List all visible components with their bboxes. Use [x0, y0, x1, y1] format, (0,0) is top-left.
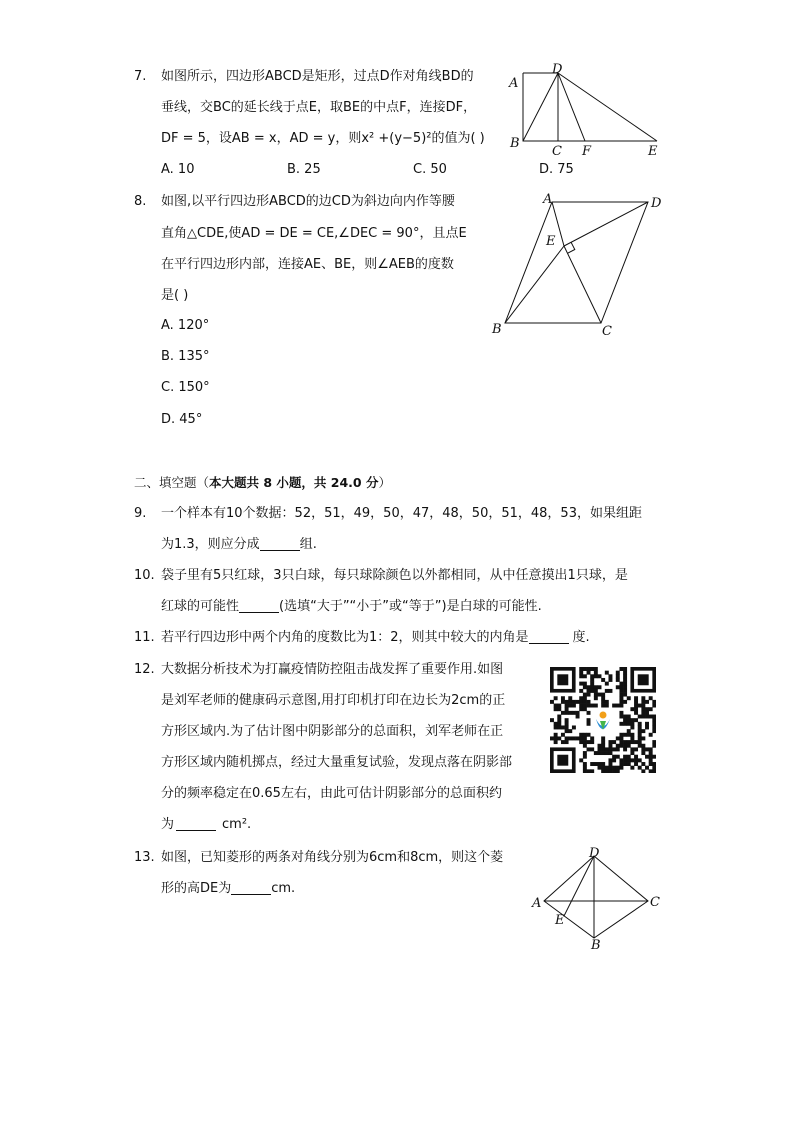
- q12-line-2: 是刘军老师的健康码示意图,用打印机打印在边长为2cm的正: [161, 693, 506, 708]
- q13-figure-rhombus: [528, 845, 666, 955]
- q12-text-a: 为: [161, 817, 175, 832]
- q7-line-2: 垂线，交BC的延长线于点E，取BE的中点F，连接DF，: [161, 100, 477, 115]
- q11-number: 11.: [134, 630, 155, 645]
- q12-text-b: cm².: [222, 817, 252, 832]
- q7-label-a: A: [509, 76, 519, 91]
- q8-option-c[interactable]: C. 150°: [161, 380, 210, 395]
- q13-height-de: [564, 856, 594, 916]
- q7-label-b: B: [510, 136, 520, 151]
- q12-line-4: 方形区域内随机掷点，经过大量重复试验，发现点落在阴影部: [161, 755, 513, 770]
- q7-figure-rectangle: [505, 62, 665, 157]
- q12-answer-blank[interactable]: [176, 816, 216, 831]
- q12-line-5: 分的频率稳定在0.65左右，由此可估计阴影部分的总面积约: [161, 786, 502, 801]
- q9-number: 9.: [134, 506, 147, 521]
- q10-number: 10.: [134, 568, 155, 583]
- q11-text-a: 若平行四边形中两个内角的度数比为1：2，则其中较大的内角是: [161, 630, 529, 645]
- q10-answer-blank[interactable]: [239, 598, 279, 613]
- q8-label-e: E: [546, 234, 556, 249]
- q8-line-2: 直角△CDE,使AD = DE = CE,∠DEC = 90°，且点E: [161, 226, 467, 241]
- q8-label-d: D: [651, 196, 662, 211]
- q13-answer-blank[interactable]: [231, 880, 271, 895]
- q13-label-a: A: [532, 896, 542, 911]
- logo-dot: [600, 712, 607, 719]
- q8-label-b: B: [492, 322, 502, 337]
- q8-line-1: 如图,以平行四边形ABCD的边CD为斜边向内作等腰: [161, 194, 455, 209]
- q7-option-a[interactable]: A. 10: [161, 162, 195, 177]
- q10-text-b: (选填“大于”“小于”或“等于”)是白球的可能性.: [279, 599, 542, 614]
- q13-label-c: C: [650, 895, 660, 910]
- section-heading-prefix: 二、填空题（: [134, 475, 210, 490]
- q12-line-1: 大数据分析技术为打赢疫情防控阻击战发挥了重要作用.如图: [161, 662, 504, 677]
- section-heading-detail: 本大题共 8 小题，共 24.0 分: [209, 475, 379, 490]
- q8-parallelogram-abcd: [505, 202, 648, 323]
- q9-text-b: 组.: [299, 537, 317, 552]
- q13-line-1: 如图，已知菱形的两条对角线分别为6cm和8cm，则这个菱: [161, 850, 504, 865]
- q10-text-a: 红球的可能性: [161, 599, 240, 614]
- q7-label-f: F: [582, 144, 592, 157]
- q7-diagonal-bd: [523, 73, 558, 141]
- q13-number: 13.: [134, 850, 155, 865]
- q10-line-1: 袋子里有5只红球，3只白球，每只球除颜色以外都相同，从中任意摸出1只球，是: [161, 568, 628, 583]
- q8-option-a[interactable]: A. 120°: [161, 318, 210, 333]
- q7-label-e: E: [648, 144, 658, 157]
- q7-label-c: C: [552, 144, 562, 157]
- q8-line-be: [505, 246, 564, 323]
- q13-label-d: D: [589, 846, 600, 861]
- q7-option-c[interactable]: C. 50: [413, 162, 447, 177]
- q11-text-b: 度.: [572, 630, 590, 645]
- q8-label-a: A: [543, 192, 553, 207]
- q11-line-1: [161, 629, 590, 647]
- q12-line-3: 方形区域内.为了估计图中阴影部分的总面积，刘军老师在正: [161, 724, 504, 739]
- q7-label-d: D: [552, 62, 563, 77]
- section-heading-fill-in: [134, 474, 391, 492]
- q7-line-1: 如图所示，四边形ABCD是矩形，过点D作对角线BD的: [161, 69, 474, 84]
- section-heading-suffix: ）: [378, 475, 391, 490]
- q7-line-df: [558, 73, 585, 141]
- q7-option-b[interactable]: B. 25: [287, 162, 321, 177]
- q8-line-de: [564, 202, 648, 246]
- q13-text-a: 形的高DE为: [161, 881, 232, 896]
- q8-label-c: C: [602, 324, 612, 339]
- q8-number: 8.: [134, 194, 147, 209]
- q9-text-a: 为1.3，则应分成: [161, 537, 260, 552]
- q9-line-2: [161, 536, 317, 554]
- q8-line-3: 在平行四边形内部，连接AE、BE，则∠AEB的度数: [161, 257, 454, 272]
- health-qr-code: [550, 667, 656, 773]
- q8-line-ce: [564, 246, 601, 323]
- q7-number: 7.: [134, 69, 147, 84]
- q8-option-b[interactable]: B. 135°: [161, 349, 210, 364]
- q9-line-1: 一个样本有10个数据：52，51，49，50，47，48，50，51，48，53，如果组距: [161, 506, 642, 521]
- q8-line-4: 是( ): [161, 288, 189, 303]
- q8-figure-parallelogram: [488, 190, 666, 340]
- q13-label-b: B: [591, 938, 601, 953]
- q13-line-2: [161, 880, 295, 898]
- q13-label-e: E: [555, 913, 565, 928]
- q12-line-6: [161, 816, 251, 834]
- q7-option-d[interactable]: D. 75: [539, 162, 574, 177]
- q10-line-2: [161, 598, 542, 616]
- q7-line-3: DF = 5，设AB = x，AD = y，则x² +(y−5)²的值为( ): [161, 131, 485, 146]
- q9-answer-blank[interactable]: [260, 536, 300, 551]
- q12-number: 12.: [134, 662, 155, 677]
- q13-text-b: cm.: [271, 881, 296, 896]
- q7-line-de: [558, 73, 657, 141]
- q8-option-d[interactable]: D. 45°: [161, 412, 203, 427]
- q11-answer-blank[interactable]: [529, 629, 569, 644]
